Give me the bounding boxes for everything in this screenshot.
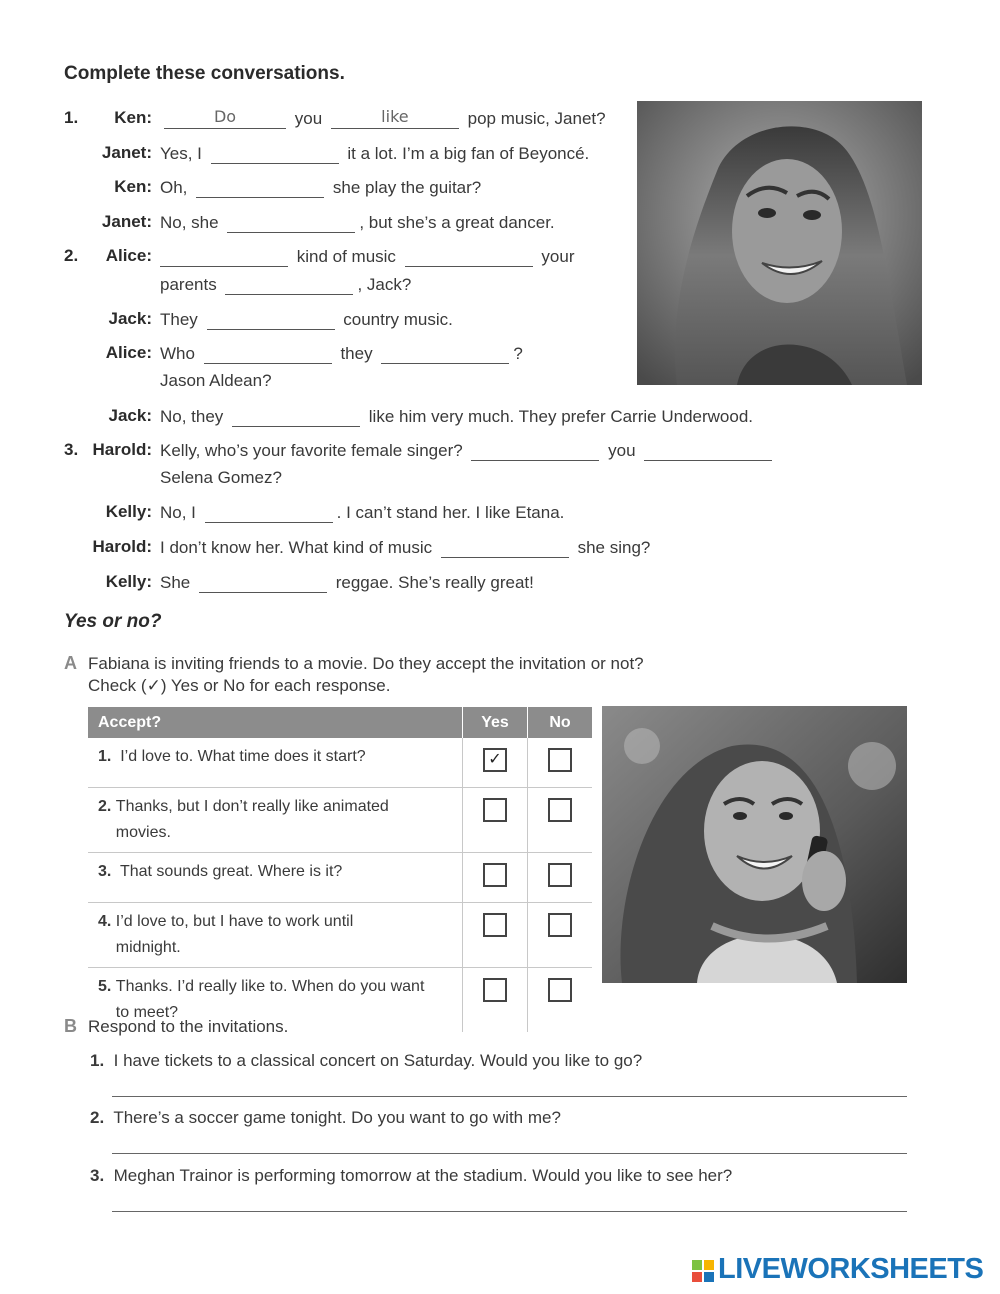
dialog-text: . I can’t stand her. I like Etana. bbox=[336, 503, 565, 522]
table-row bbox=[88, 853, 592, 903]
yes-checkbox[interactable] bbox=[483, 863, 507, 887]
answer-blank[interactable] bbox=[205, 502, 333, 523]
answer-blank[interactable] bbox=[204, 343, 332, 364]
speaker-label: Harold: bbox=[92, 537, 152, 556]
table-row bbox=[88, 738, 592, 788]
dialog-text: like him very much. They prefer Carrie Underwood. bbox=[368, 407, 753, 426]
dialog-text: Who bbox=[160, 344, 195, 363]
answer-blank[interactable] bbox=[207, 309, 335, 330]
dialog-text: Oh, bbox=[160, 178, 188, 197]
dialog-text: it a lot. I’m a big fan of Beyoncé. bbox=[347, 144, 590, 163]
yes-checkbox[interactable]: ✓ bbox=[483, 748, 507, 772]
dialog-text: She bbox=[160, 573, 191, 592]
dialog-text: , but she’s a great dancer. bbox=[359, 213, 555, 232]
dialog-text: parents bbox=[160, 275, 217, 294]
dialog-text: country music. bbox=[343, 310, 453, 329]
invitation-3 bbox=[90, 1166, 732, 1186]
row-number: 3. bbox=[98, 863, 112, 880]
header-accept: Accept? bbox=[88, 707, 463, 738]
dialog-text: Kelly, who’s your favorite female singer? bbox=[160, 441, 463, 460]
speaker-label: Jack: bbox=[108, 309, 152, 328]
row-number: 4. bbox=[98, 913, 112, 930]
invitation-2 bbox=[90, 1108, 561, 1128]
logo-text: LIVEWORKSHEETS bbox=[718, 1253, 984, 1285]
yes-checkbox[interactable] bbox=[483, 978, 507, 1002]
row-number: 2. bbox=[98, 798, 112, 815]
dialog-text: No, I bbox=[160, 503, 196, 522]
answer-blank[interactable]: like bbox=[331, 108, 459, 129]
dialog-text: you bbox=[608, 441, 636, 460]
answer-blank[interactable] bbox=[227, 212, 355, 233]
row-text: Thanks, but I don’t really like animated movies. bbox=[115, 798, 389, 841]
answer-blank[interactable] bbox=[199, 572, 327, 593]
dialog-text: , Jack? bbox=[357, 275, 412, 294]
answer-blank[interactable] bbox=[232, 406, 360, 427]
liveworksheets-logo bbox=[692, 1253, 983, 1286]
invitation-text: I have tickets to a classical concert on Saturday. Would you like to go? bbox=[113, 1051, 643, 1070]
item-number: 2. bbox=[90, 1108, 105, 1127]
dialog-text: she play the guitar? bbox=[332, 178, 482, 197]
dialog-text: No, she bbox=[160, 213, 219, 232]
part-a-letter: A bbox=[64, 653, 77, 673]
answer-blank[interactable] bbox=[160, 246, 288, 267]
no-checkbox[interactable] bbox=[548, 798, 572, 822]
answer-blank[interactable] bbox=[471, 440, 599, 461]
accept-table bbox=[88, 707, 592, 1032]
row-text: I’d love to, but I have to work until midnight. bbox=[115, 913, 354, 956]
item-number: 3. bbox=[90, 1166, 105, 1185]
speaker-label: Janet: bbox=[101, 212, 152, 231]
speaker-label: Harold: bbox=[92, 440, 152, 459]
row-text: I’d love to. What time does it start? bbox=[120, 748, 366, 765]
dialog-text: They bbox=[160, 310, 198, 329]
part-b-letter: B bbox=[64, 1016, 77, 1036]
speaker-label: Ken: bbox=[114, 177, 152, 196]
singer-photo bbox=[637, 101, 922, 385]
conversation-2-number: 2. bbox=[64, 246, 79, 265]
speaker-label: Janet: bbox=[101, 143, 152, 162]
item-number: 1. bbox=[90, 1051, 105, 1070]
speaker-label: Ken: bbox=[114, 108, 152, 127]
speaker-label: Alice: bbox=[105, 246, 152, 265]
answer-blank[interactable] bbox=[441, 537, 569, 558]
dialog-text: Jason Aldean? bbox=[160, 371, 272, 390]
part-a-instruction-2: Check (✓) Yes or No for each response. bbox=[88, 676, 391, 695]
yes-checkbox[interactable] bbox=[483, 798, 507, 822]
part-b-instruction: Respond to the invitations. bbox=[88, 1017, 289, 1036]
dialog-text: Yes, I bbox=[160, 144, 202, 163]
answer-blank[interactable] bbox=[405, 246, 533, 267]
page-title: Complete these conversations. bbox=[64, 63, 345, 84]
table-row bbox=[88, 788, 592, 853]
response-line-2[interactable] bbox=[112, 1153, 907, 1154]
dialog-text: pop music, Janet? bbox=[467, 109, 606, 128]
yes-checkbox[interactable] bbox=[483, 913, 507, 937]
speaker-label: Alice: bbox=[105, 343, 152, 362]
header-yes: Yes bbox=[463, 707, 528, 738]
invitation-1 bbox=[90, 1051, 642, 1071]
part-a-instruction-1: Fabiana is inviting friends to a movie. Do they accept the invitation or not? bbox=[88, 654, 644, 673]
section-title: Yes or no? bbox=[64, 611, 162, 632]
response-line-3[interactable] bbox=[112, 1211, 907, 1212]
row-text: That sounds great. Where is it? bbox=[119, 863, 343, 880]
conversation-3-number: 3. bbox=[64, 440, 79, 459]
answer-blank[interactable] bbox=[211, 143, 339, 164]
answer-blank[interactable] bbox=[381, 343, 509, 364]
speaker-label: Jack: bbox=[108, 406, 152, 425]
answer-blank[interactable] bbox=[225, 274, 353, 295]
dialog-text: you bbox=[294, 109, 323, 128]
dialog-text: your bbox=[541, 247, 575, 266]
logo-icon bbox=[692, 1257, 714, 1279]
invitation-text: There’s a soccer game tonight. Do you want to go with me? bbox=[113, 1108, 561, 1127]
dialog-text: Selena Gomez? bbox=[160, 468, 282, 487]
table-row bbox=[88, 903, 592, 968]
dialog-text: they bbox=[340, 344, 373, 363]
no-checkbox[interactable] bbox=[548, 748, 572, 772]
speaker-label: Kelly: bbox=[105, 572, 152, 591]
answer-blank[interactable]: Do bbox=[164, 108, 286, 129]
row-number: 5. bbox=[98, 978, 112, 995]
answer-blank[interactable] bbox=[196, 177, 324, 198]
dialog-text: she sing? bbox=[577, 538, 651, 557]
phone-call-photo bbox=[602, 706, 907, 983]
row-text: Thanks. I’d really like to. When do you want to meet? bbox=[115, 978, 425, 1021]
dialog-text: reggae. She’s really great! bbox=[335, 573, 534, 592]
answer-blank[interactable] bbox=[644, 440, 772, 461]
no-checkbox[interactable] bbox=[548, 913, 572, 937]
dialog-text: ? bbox=[513, 344, 523, 363]
dialog-text: I don’t know her. What kind of music bbox=[160, 538, 433, 557]
speaker-label: Kelly: bbox=[105, 502, 152, 521]
conversation-1-number: 1. bbox=[64, 108, 79, 127]
header-no: No bbox=[528, 707, 593, 738]
no-checkbox[interactable] bbox=[548, 978, 572, 1002]
row-number: 1. bbox=[98, 748, 112, 765]
dialog-text: No, they bbox=[160, 407, 224, 426]
response-line-1[interactable] bbox=[112, 1096, 907, 1097]
invitation-text: Meghan Trainor is performing tomorrow at the stadium. Would you like to see her? bbox=[113, 1166, 733, 1185]
conversation-2-line-1-cont bbox=[160, 274, 411, 295]
no-checkbox[interactable] bbox=[548, 863, 572, 887]
dialog-text: kind of music bbox=[296, 247, 396, 266]
